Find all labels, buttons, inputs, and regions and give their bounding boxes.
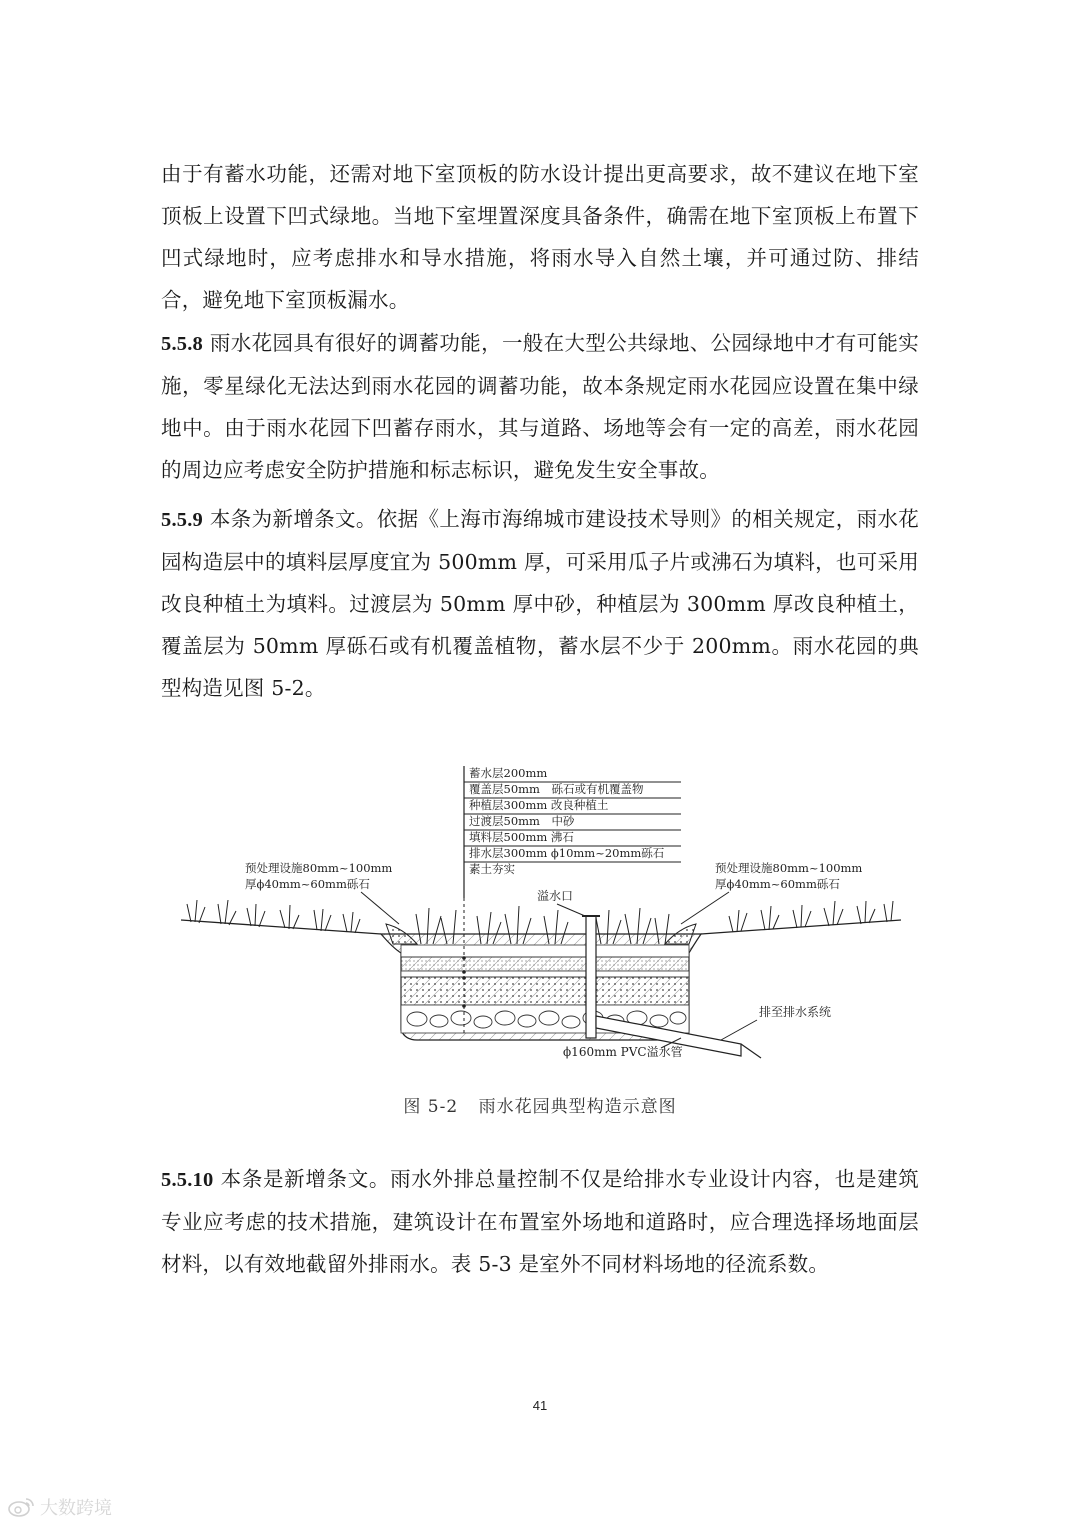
paragraph-5-5-9 (161, 498, 919, 709)
figure-caption (0, 1092, 1080, 1117)
figure-title: 雨水花园典型构造示意图 (478, 1097, 677, 1117)
right-pretreatment-note-line1: 预处理设施80mm~100mm (715, 861, 863, 875)
left-pretreatment-note-line2: 厚ϕ40mm~60mm砾石 (245, 877, 370, 891)
left-pretreatment-note-line1: 预处理设施80mm~100mm (245, 861, 393, 875)
watermark (8, 1494, 112, 1520)
paragraph-text: 本条是新增条文。雨水外排总量控制不仅是给排水专业设计内容，也是建筑专业应考虑的技术措施，建筑设计在布置室外场地和道路时，应合理选择场地面层材料，以有效地截留外排雨水。表 5-3 是室外不同材料场地的径流系数。 (161, 1166, 919, 1276)
page-number: 41 (532, 1398, 548, 1413)
watermark-text: 大数跨境 (40, 1498, 112, 1519)
paragraph-text: 雨水花园具有很好的调蓄功能，一般在大型公共绿地、公园绿地中才有可能实施，零星绿化无法达到雨水花园的调蓄功能，故本条规定雨水花园应设置在集中绿地中。由于雨水花园下凹蓄存雨水，其与道路、场地等会有一定的高差，雨水花园的周边应考虑安全防护措施和标志标识，避免发生安全事故。 (161, 330, 919, 482)
rain-garden-diagram (181, 748, 901, 1068)
paragraph-5-5-10 (161, 1158, 919, 1285)
clause-number: 5.5.8 (161, 332, 203, 355)
paragraph-text: 由于有蓄水功能，还需对地下室顶板的防水设计提出更高要求，故不建议在地下室顶板上设置下凹式绿地。当地下室埋置深度具备条件，确需在地下室顶板上布置下凹式绿地时，应考虑排水和导水措施，将雨水导入自然土壤，并可通过防、排结合，避免地下室顶板漏水。 (161, 161, 919, 312)
layer-label-subgrade: 素土夯实 (469, 862, 515, 876)
right-pretreatment-note-line2: 厚ϕ40mm~60mm砾石 (715, 877, 840, 891)
weibo-logo-icon (8, 1496, 36, 1518)
drain-to-system-label: 排至排水系统 (759, 1005, 832, 1019)
paragraph-text: 本条为新增条文。依据《上海市海绵城市建设技术导则》的相关规定，雨水花园构造层中的填料层厚度宜为 500mm 厚，可采用瓜子片或沸石为填料，也可采用改良种植土为填料。过渡层为 50mm 厚中砂，种植层为 300mm 厚改良种植土，覆盖层为 50mm 厚砾石或有机覆盖植物，蓄水层不少于 200mm。雨水花园的典型构造见图 5-2。 (161, 506, 919, 700)
layer-label-cover: 覆盖层50mm 砾石或有机覆盖物 (469, 782, 644, 796)
layer-label-transition: 过渡层50mm 中砂 (469, 814, 575, 828)
clause-number: 5.5.10 (161, 1168, 214, 1191)
paragraph-continuation (161, 153, 919, 321)
clause-number: 5.5.9 (161, 508, 203, 531)
overflow-outlet-label: 溢水口 (537, 889, 574, 903)
layer-label-planting: 种植层300mm 改良种植土 (469, 798, 609, 812)
rain-garden-figure (181, 748, 901, 1068)
overflow-pipe-label: ϕ160mm PVC溢水管 (563, 1045, 683, 1059)
layer-label-table (464, 766, 681, 898)
figure-number: 图 5-2 (403, 1097, 459, 1117)
layer-label-storage: 蓄水层200mm (469, 766, 548, 780)
paragraph-5-5-8 (161, 322, 919, 491)
basin-section (381, 924, 701, 1040)
layer-label-filler: 填料层500mm 沸石 (469, 830, 574, 844)
layer-label-drainage: 排水层300mm ϕ10mm~20mm砾石 (469, 846, 665, 860)
